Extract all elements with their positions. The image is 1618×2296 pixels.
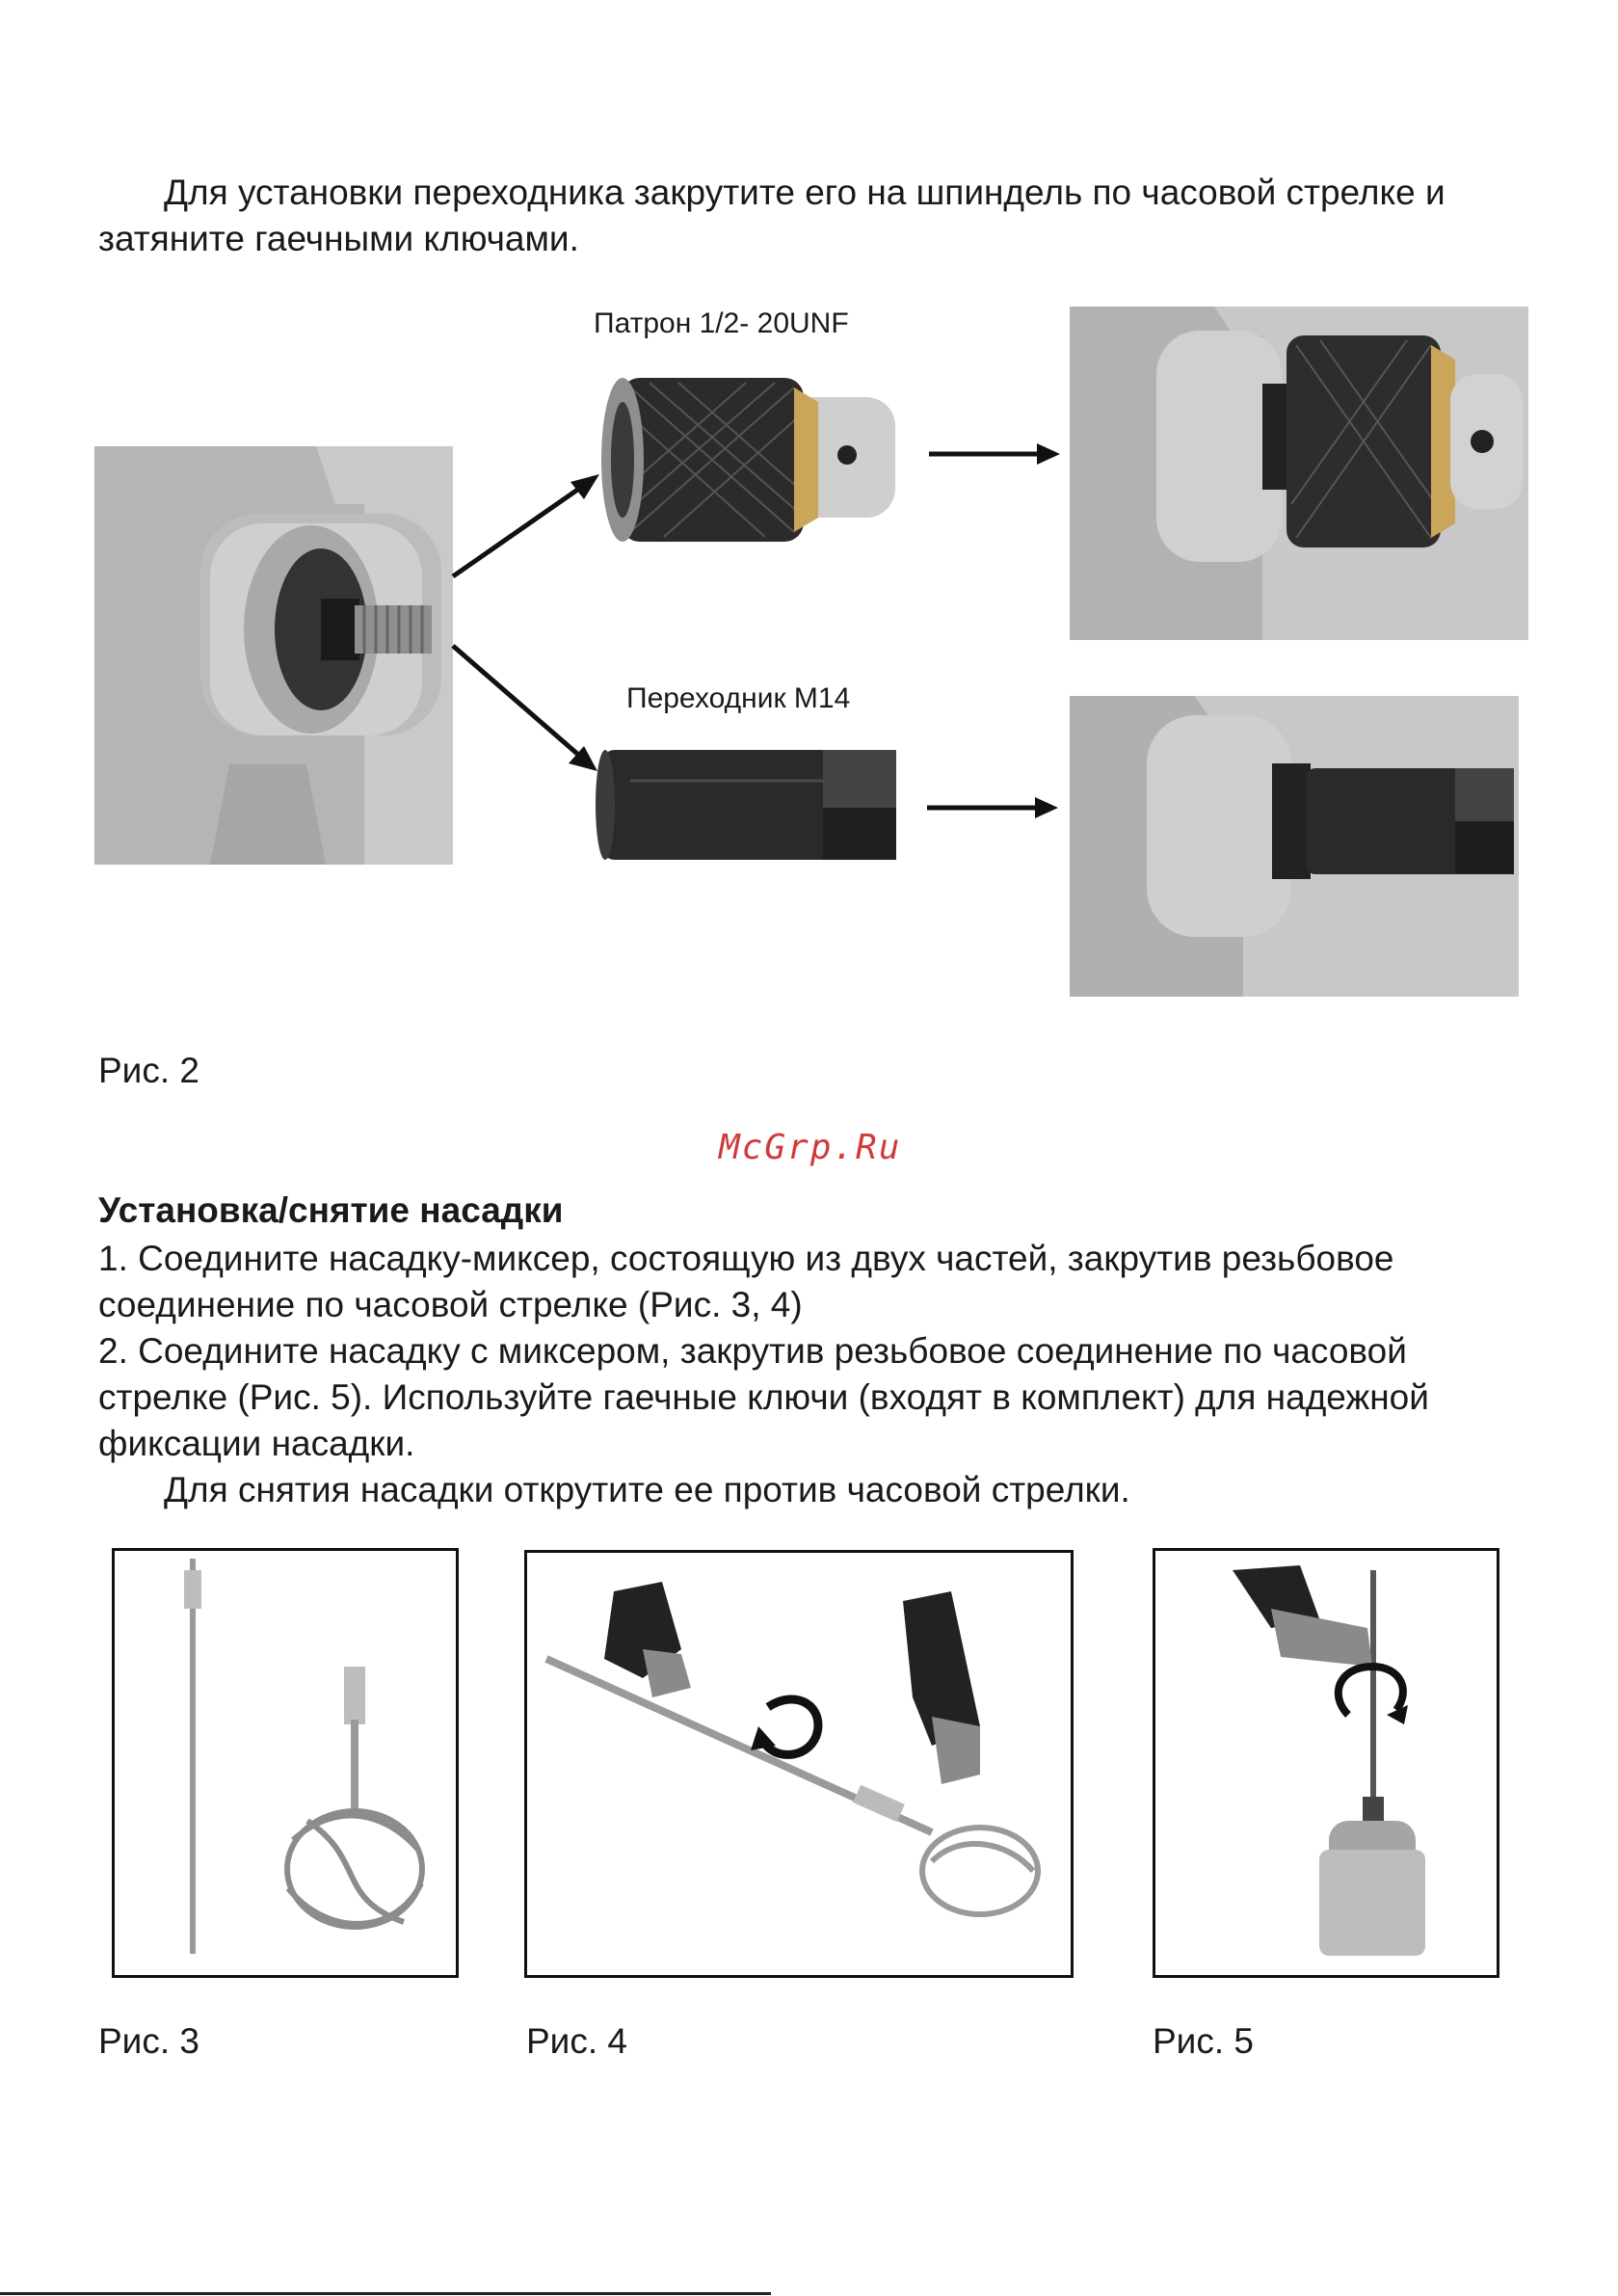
step2-line-3: фиксации насадки. — [98, 1424, 415, 1463]
step2-line-1: 2. Соедините насадку с миксером, закрутив резьбовое соединение по часовой — [98, 1331, 1407, 1371]
fig4-frame — [524, 1550, 1074, 1978]
arrow-to-chuck — [443, 463, 607, 588]
adapter-photo — [592, 742, 906, 868]
fig3-caption: Рис. 3 — [98, 2021, 199, 2061]
adapter-installed-photo — [1070, 696, 1519, 997]
fig5-frame — [1153, 1548, 1499, 1978]
mixer-assembly-illustration — [527, 1553, 1071, 1975]
mixer-attach-illustration — [1155, 1551, 1497, 1975]
chuck-photo — [592, 359, 900, 561]
fig2-caption: Рис. 2 — [98, 1051, 199, 1090]
chuck-label: Патрон 1/2- 20UNF — [594, 307, 849, 339]
step1-line-2: соединение по часовой стрелке (Рис. 3, 4) — [98, 1285, 803, 1324]
arrow-to-adapter — [443, 636, 607, 781]
arrow-adapter-result — [925, 793, 1060, 822]
step1-line-1: 1. Соедините насадку-миксер, состоящую из двух частей, закрутив резьбовое — [98, 1239, 1394, 1278]
fig3-frame — [112, 1548, 459, 1978]
section-heading: Установка/снятие насадки — [98, 1190, 564, 1230]
fig5-caption: Рис. 5 — [1153, 2021, 1254, 2061]
intro-line-2: затяните гаечными ключами. — [98, 219, 579, 258]
bottom-rule — [0, 2292, 771, 2295]
adapter-label: Переходник М14 — [626, 682, 851, 714]
mixer-parts-illustration — [115, 1551, 456, 1975]
arrow-chuck-result — [927, 440, 1062, 468]
fig4-caption: Рис. 4 — [526, 2021, 627, 2061]
step2-line-2: стрелке (Рис. 5). Используйте гаечные ключи (входят в комплект) для надежной — [98, 1377, 1429, 1417]
spindle-photo — [94, 446, 453, 865]
watermark: McGrp.Ru — [719, 1128, 902, 1167]
chuck-installed-photo — [1070, 307, 1528, 640]
intro-line-1: Для установки переходника закрутите его на шпиндель по часовой стрелке и — [164, 173, 1446, 212]
removal-line: Для снятия насадки открутите ее против часовой стрелки. — [164, 1470, 1130, 1509]
